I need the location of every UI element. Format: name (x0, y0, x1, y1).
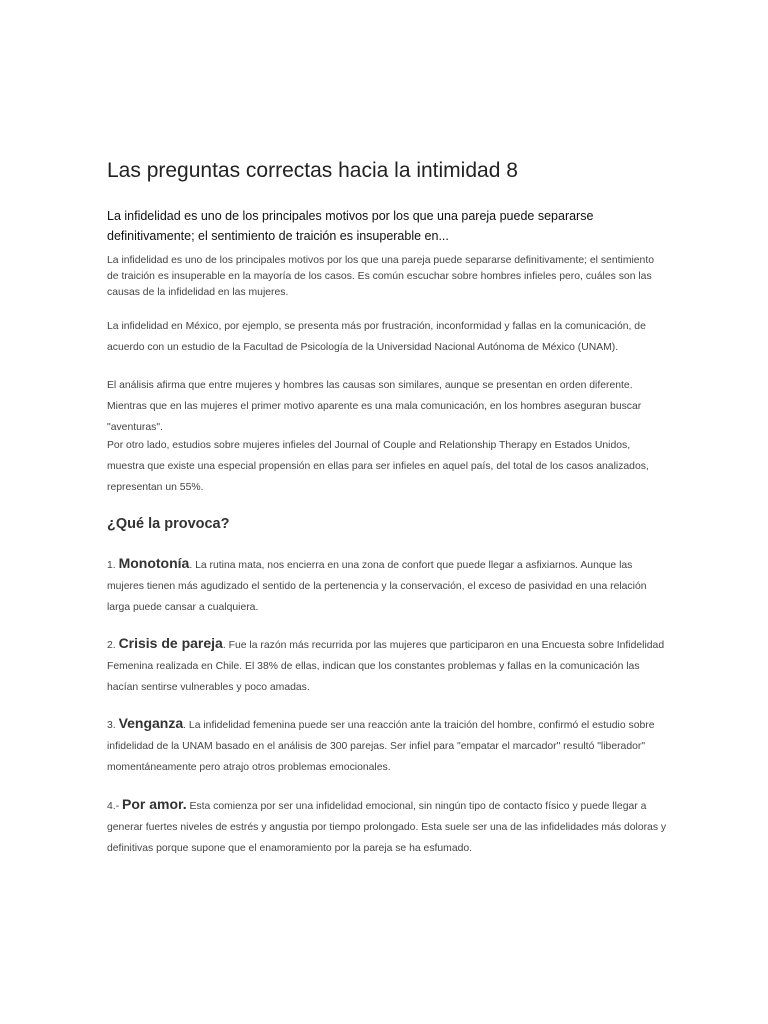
paragraph-analysis: El análisis afirma que entre mujeres y hombres las causas son similares, aunque se presentan en orden diferente. Mientras que en las mujeres el primer motivo aparente es una mala comunicación, en los hombres aseguran buscar "aventuras". (107, 380, 642, 433)
lead-paragraph: La infidelidad es uno de los principales motivos por los que una pareja puede separarse definitivamente; el sentimiento de traición es insuperable en... (107, 209, 594, 243)
paragraph-mexico: La infidelidad en México, por ejemplo, se presenta más por frustración, inconformidad y fallas en la comunicación, de acuerdo con un estudio de la Facultad de Psicología de la Universidad Nacional Autónoma de México (UNAM). (107, 321, 646, 353)
item-keyword: Monotonía (118, 555, 190, 571)
section-heading: ¿Qué la provoca? (107, 516, 230, 532)
paragraph-journal: Por otro lado, estudios sobre mujeres infieles del Journal of Couple and Relationship Therapy en Estados Unidos, muestra que existe una especial propensión en ellas para ser infieles en aquel país, del total de los casos analizados, representan un 55%. (107, 440, 649, 493)
item-text: . La infidelidad femenina puede ser una reacción ante la traición del hombre, confirmó el estudio sobre infidelidad de la UNAM basado en el análisis de 300 parejas. Ser infiel para "empatar el marcador" resultó "liberador" momentáneamente pero atrajo otros problemas emocionales. (107, 720, 655, 773)
item-number: 3. (107, 720, 119, 731)
page-title: Las preguntas correctas hacia la intimidad 8 (107, 159, 518, 182)
item-text: . Fue la razón más recurrida por las mujeres que participaron en una Encuesta sobre Infidelidad Femenina realizada en Chile. El 38% de ellas, indican que los constantes problemas y fallas en la comunicación las hacían sentirse vulnerables y poco amadas. (107, 640, 665, 693)
paragraph-intro: La infidelidad es uno de los principales motivos por los que una pareja puede separarse definitivamente; el sentimiento de traición es insuperable en la mayoría de los casos. Es común escuchar sobre hombres infieles pero, cuáles son las causas de la infidelidad en las mujeres. (107, 255, 655, 298)
list-item-crisis (107, 633, 667, 698)
list-item-por-amor (107, 794, 667, 859)
list-item-monotonia (107, 553, 667, 618)
item-number: 1. (107, 560, 119, 571)
item-number: 2. (107, 640, 119, 651)
item-keyword: Venganza (118, 715, 184, 731)
item-number: 4.- (107, 801, 123, 812)
item-keyword: Crisis de pareja (118, 635, 223, 651)
item-text: Esta comienza por ser una infidelidad emocional, sin ningún tipo de contacto físico y puede llegar a generar fuertes niveles de estrés y angustia por tiempo prolongado. Esta suele ser una de las infidelidades más doloras y definitivas porque supone que el enamoramiento por la pareja se ha esfumado. (107, 801, 667, 854)
list-item-venganza (107, 713, 667, 778)
item-keyword: Por amor. (122, 796, 187, 812)
item-text: . La rutina mata, nos encierra en una zona de confort que puede llegar a asfixiarnos. Aunque las mujeres tienen más agudizado el sentido de la pertenencia y la conservación, el exceso de pasividad en una relación larga puede cansar a cualquiera. (107, 560, 647, 613)
